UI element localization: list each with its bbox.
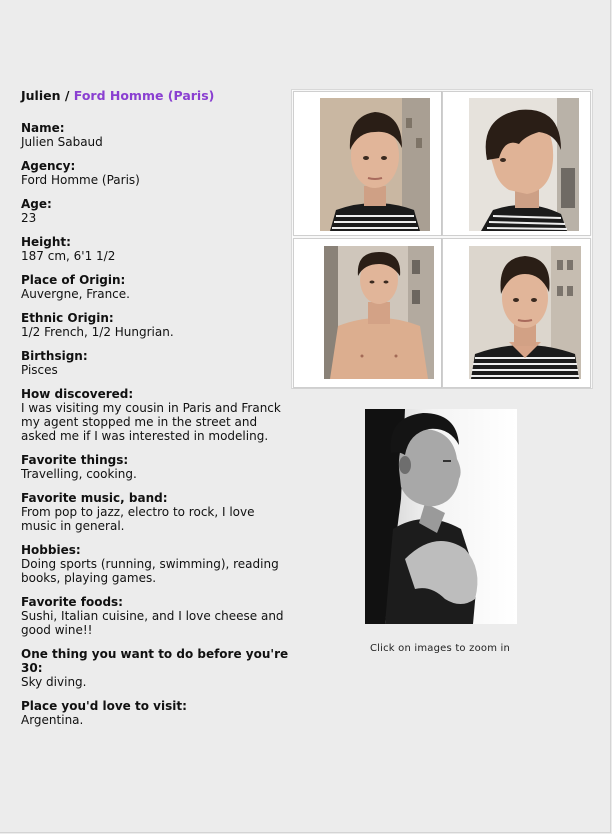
field-value: Julien Sabaud: [21, 135, 103, 149]
field-label: Ethnic Origin:: [21, 311, 114, 325]
field-value: Sky diving.: [21, 675, 87, 689]
field-value: From pop to jazz, electro to rock, I love music in general.: [21, 505, 255, 533]
field-value: Auvergne, France.: [21, 287, 130, 301]
field-height: [21, 235, 289, 263]
model-profile: [21, 89, 289, 737]
field-favorite-foods: [21, 595, 289, 637]
model-photo: [324, 246, 434, 379]
field-hobbies: [21, 543, 289, 585]
field-age: [21, 197, 289, 225]
field-place-of-origin: [21, 273, 289, 301]
field-label: Place of Origin:: [21, 273, 126, 287]
polaroid-thumbnail[interactable]: [442, 238, 591, 388]
field-label: Age:: [21, 197, 52, 211]
featured-photo[interactable]: [365, 409, 517, 624]
field-label: Birthsign:: [21, 349, 88, 363]
zoom-hint-caption: Click on images to zoom in: [369, 643, 511, 654]
field-label: Favorite foods:: [21, 595, 123, 609]
field-how-discovered: [21, 387, 289, 443]
field-value: 1/2 French, 1/2 Hungrian.: [21, 325, 174, 339]
field-label: One thing you want to do before you're 30:: [21, 647, 289, 675]
field-label: Place you'd love to visit:: [21, 699, 187, 713]
field-value: 23: [21, 211, 37, 225]
model-photo: [469, 246, 581, 379]
polaroid-thumbnail[interactable]: [293, 238, 442, 388]
field-label: Name:: [21, 121, 65, 135]
field-before-30: [21, 647, 289, 689]
field-label: Hobbies:: [21, 543, 81, 557]
model-name: Julien: [21, 88, 61, 103]
model-photo: [469, 98, 579, 231]
field-value: Ford Homme (Paris): [21, 173, 140, 187]
field-value: Pisces: [21, 363, 58, 377]
polaroid-gallery: [291, 89, 593, 389]
field-label: Favorite music, band:: [21, 491, 168, 505]
title-separator: /: [60, 88, 74, 103]
field-label: Favorite things:: [21, 453, 129, 467]
field-label: Agency:: [21, 159, 76, 173]
field-value: I was visiting my cousin in Paris and Franck my agent stopped me in the street and asked me if I was interested in modeling.: [21, 401, 281, 443]
polaroid-thumbnail[interactable]: [442, 91, 591, 236]
field-value: Argentina.: [21, 713, 84, 727]
agency-link[interactable]: Ford Homme (Paris): [73, 88, 215, 103]
field-value: Sushi, Italian cuisine, and I love cheese and good wine!!: [21, 609, 284, 637]
field-value: 187 cm, 6'1 1/2: [21, 249, 116, 263]
field-favorite-music: [21, 491, 289, 533]
field-birthsign: [21, 349, 289, 377]
field-value: Doing sports (running, swimming), reading books, playing games.: [21, 557, 279, 585]
field-label: How discovered:: [21, 387, 134, 401]
field-place-to-visit: [21, 699, 289, 727]
page-title: [21, 89, 289, 103]
field-favorite-things: [21, 453, 289, 481]
field-agency: [21, 159, 289, 187]
field-value: Travelling, cooking.: [21, 467, 137, 481]
polaroid-thumbnail[interactable]: [293, 91, 442, 236]
field-ethnic-origin: [21, 311, 289, 339]
field-name: [21, 121, 289, 149]
model-photo: [320, 98, 430, 231]
field-label: Height:: [21, 235, 71, 249]
